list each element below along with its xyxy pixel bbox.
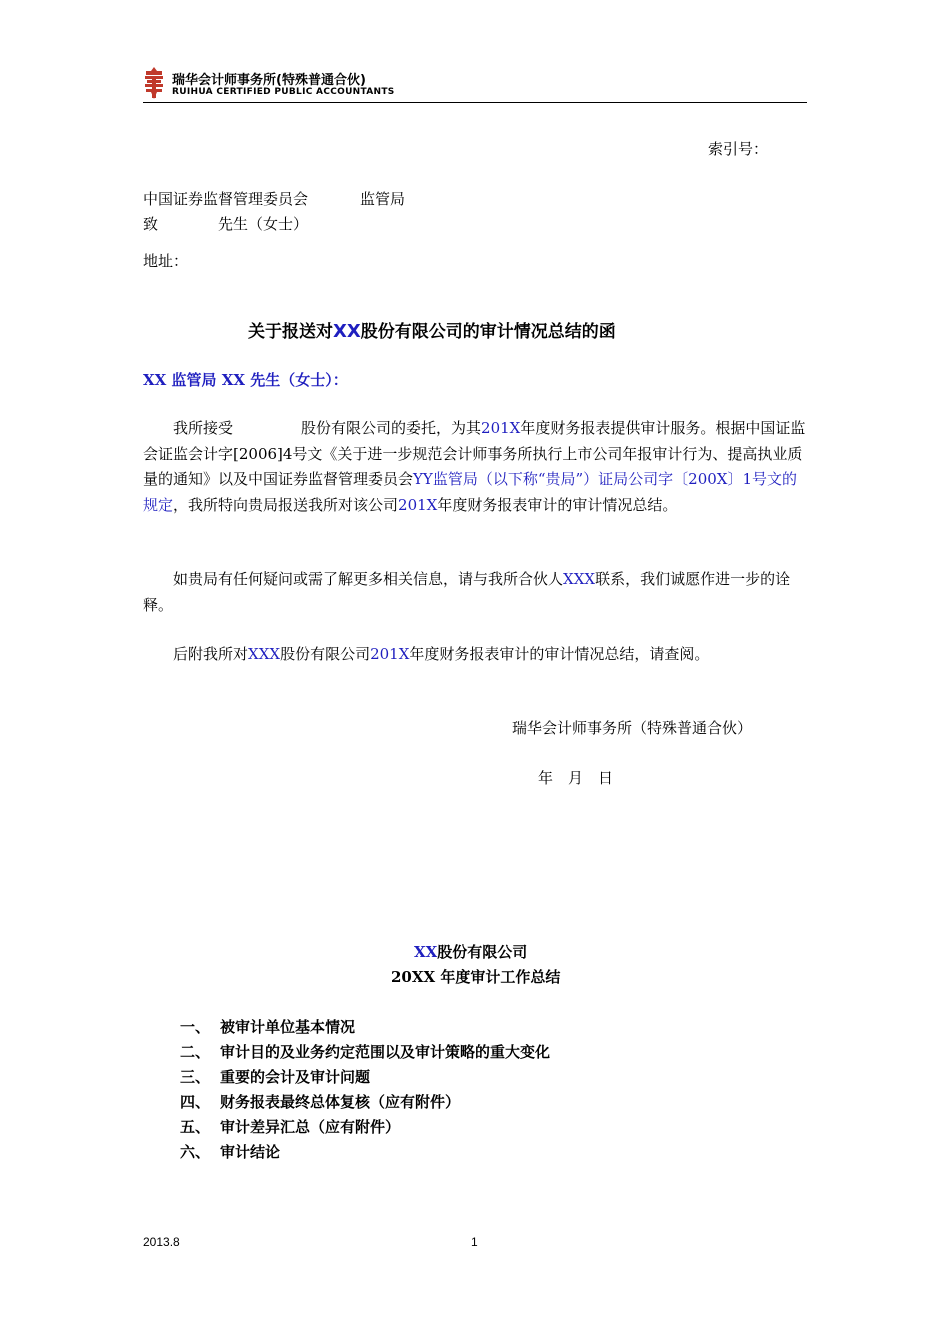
title-pre: 关于报送对 (248, 322, 333, 342)
p3-c: 股份有限公司 (280, 645, 371, 663)
paragraph-contact (143, 567, 807, 618)
letter-title (248, 317, 616, 342)
title-post: 股份有限公司的审计情况总结的函 (360, 322, 616, 342)
index-label: 索引号： (708, 140, 769, 158)
signature-firm: 瑞华会计师事务所（特殊普通合伙） (512, 719, 753, 737)
list-item-num: 三、 (180, 1068, 211, 1086)
p3-e: 年度财务报表审计的审计情况总结，请查阅。 (409, 645, 710, 663)
page-number: 1 (471, 1235, 478, 1249)
p1-a: 我所接受 (173, 419, 234, 437)
salutation: XX 监管局 XX 先生（女士）： (143, 371, 348, 389)
p1-b: 股份有限公司的委托，为其 (301, 419, 482, 437)
recipient-org: 中国证券监督管理委员会 (143, 190, 309, 208)
p2-b: XXX (563, 570, 596, 588)
list-item-text: 财务报表最终总体复核（应有附件） (220, 1093, 461, 1111)
list-item-text: 审计差异汇总（应有附件） (220, 1118, 401, 1136)
to-person: 先生（女士） (218, 215, 309, 233)
list-item-text: 被审计单位基本情况 (220, 1018, 356, 1036)
summary-subtitle: 20XX 年度审计工作总结 (391, 968, 561, 986)
address-label: 地址： (143, 252, 189, 270)
list-item (180, 1066, 370, 1087)
p1-d: 年度财务报表提供审计服务。根据中国证监会证监会计字[2006]4号文《关于进一步规范会计师事务所执行上市公司年报审计行为、提高执业质量的通知》以及中国证券监督管理委员会 (143, 419, 806, 488)
list-item-num: 一、 (180, 1018, 211, 1036)
list-item-num: 四、 (180, 1093, 211, 1111)
list-item (180, 1116, 400, 1137)
list-item-text: 审计结论 (220, 1143, 281, 1161)
header-divider (143, 102, 807, 103)
footer-date: 2013.8 (143, 1235, 180, 1249)
signature-date: 年 月 日 (538, 769, 614, 787)
p3-d: 201X (370, 645, 410, 663)
summary-company-xx: XX (414, 943, 438, 961)
p1-f: ，我所特向贵局报送我所对该公司 (173, 495, 399, 514)
list-item-text: 重要的会计及审计问题 (220, 1068, 371, 1086)
p1-e: YY监管局（以下称“贵局”）证局公司字〔200X〕1号文的规定 (143, 470, 798, 514)
list-item (180, 1041, 550, 1062)
firm-name-en: RUIHUA CERTIFIED PUBLIC ACCOUNTANTS (172, 87, 395, 97)
summary-company-rest: 股份有限公司 (437, 943, 528, 961)
p3-a: 后附我所对 (173, 645, 249, 663)
p2-c: 联系，我们诚愿作进一步的诠释。 (143, 570, 791, 614)
paragraph-attachment (143, 642, 807, 668)
list-item-text: 审计目的及业务约定范围以及审计策略的重大变化 (220, 1043, 551, 1061)
p1-h: 年度财务报表审计的审计情况总结。 (437, 495, 678, 514)
title-xx: XX (333, 321, 361, 342)
list-item (180, 1141, 280, 1162)
list-item (180, 1091, 460, 1112)
p1-c: 201X (481, 419, 521, 437)
to-prefix: 致 (143, 215, 159, 233)
list-item-num: 二、 (180, 1043, 211, 1061)
list-item (180, 1016, 355, 1037)
list-item-num: 六、 (180, 1143, 211, 1161)
p3-b: XXX (248, 645, 281, 663)
ruihua-logo-icon (143, 66, 165, 102)
list-item-num: 五、 (180, 1118, 211, 1136)
paragraph-engagement (143, 416, 807, 518)
p1-g: 201X (398, 495, 438, 514)
recipient-bureau: 监管局 (360, 190, 406, 208)
p2-a: 如贵局有任何疑问或需了解更多相关信息，请与我所合伙人 (173, 570, 564, 588)
summary-company (414, 941, 527, 962)
firm-name-cn: 瑞华会计师事务所(特殊普通合伙) (172, 73, 366, 88)
